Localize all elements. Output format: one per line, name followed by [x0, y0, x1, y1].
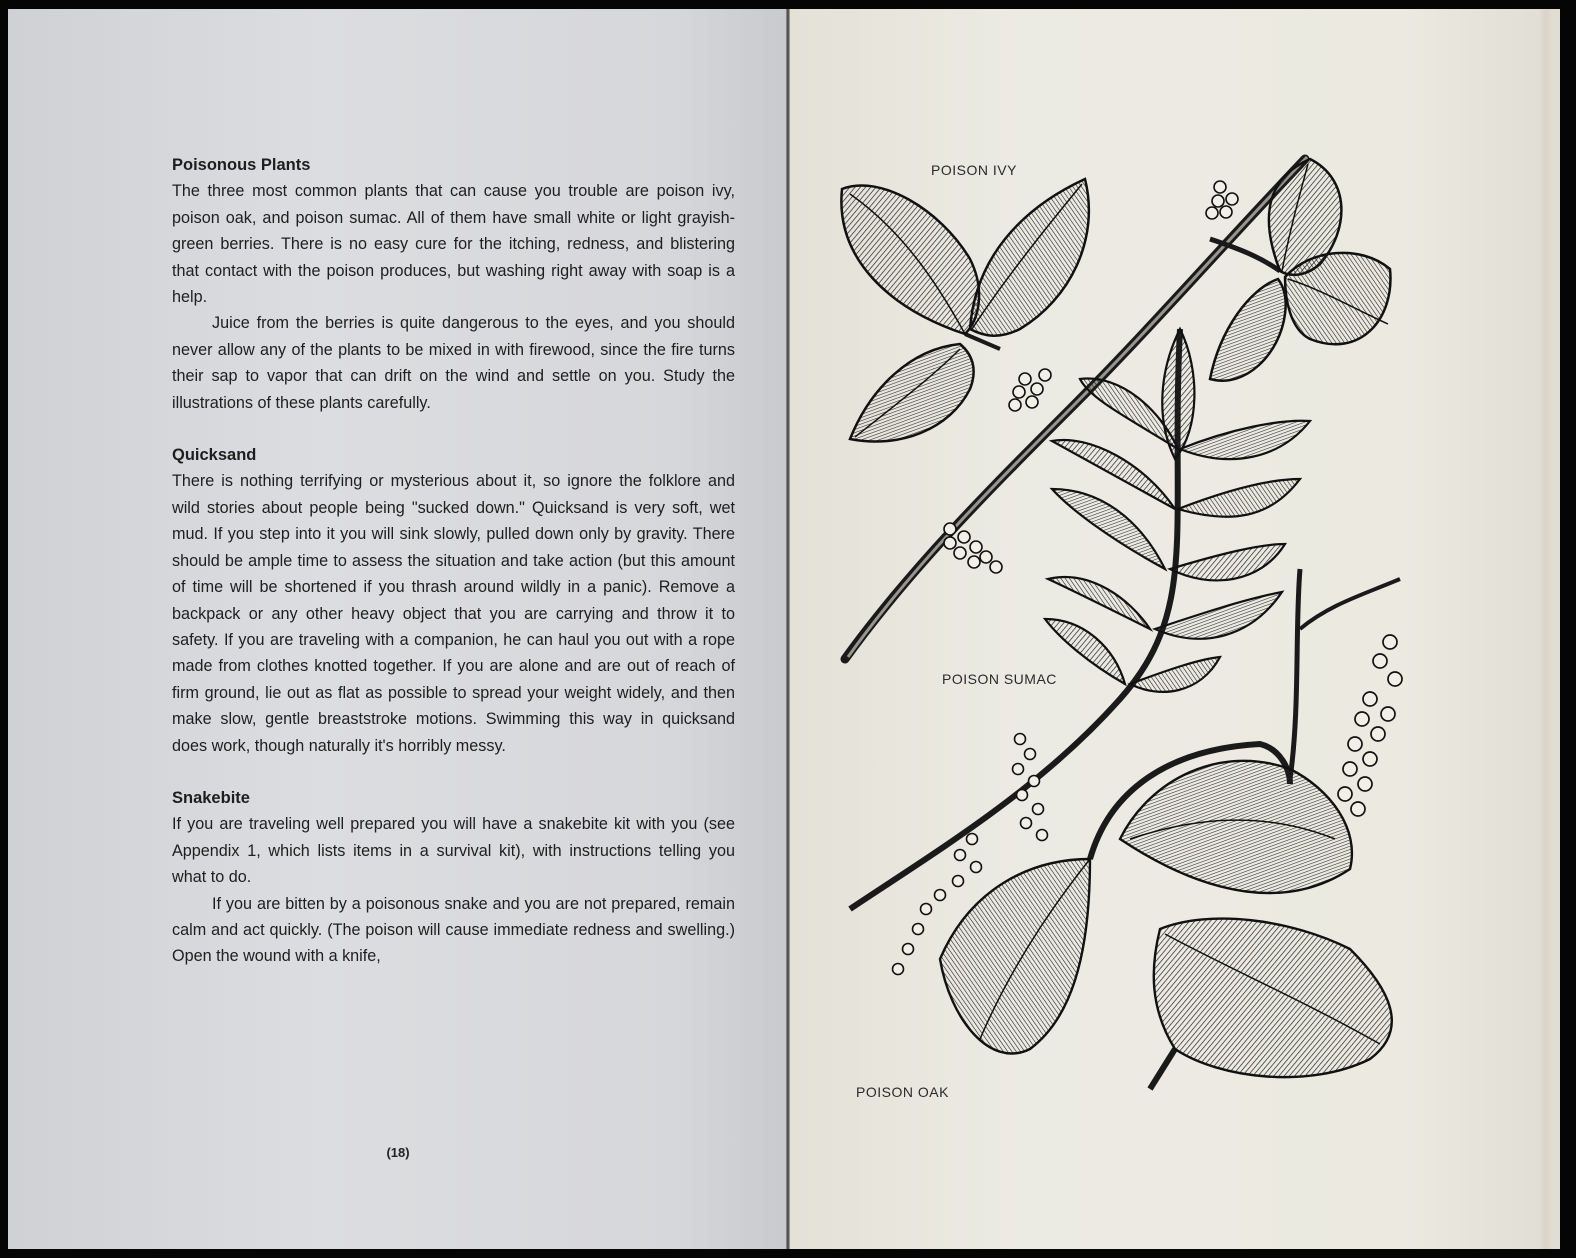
left-page-text — [172, 152, 735, 970]
left-page — [8, 9, 788, 1249]
paragraph: If you are traveling well prepared you will have a snakebite kit with you (see Appendix 1, which lists items in a survival kit), with instructions telling you what to do. — [172, 815, 735, 887]
heading-poisonous-plants: Poisonous Plants — [172, 156, 311, 174]
poison-oak-drawing — [940, 569, 1402, 1089]
heading-quicksand: Quicksand — [172, 446, 257, 465]
label-poison-sumac: POISON SUMAC — [942, 671, 1057, 687]
label-poison-ivy: POISON IVY — [931, 162, 1017, 178]
paragraph: The three most common plants that can cause you trouble are poison ivy, poison oak, and poison sumac. All of them have small white or light grayish-green berries. There is no easy cure for the itching, redness, and blistering that contact with the poison produces, but washing right away with soap is a help. — [172, 182, 735, 307]
paragraph: Juice from the berries is quite dangerous to the eyes, and you should never allow any of the plants to be mixed in with firewood, since the fire turns their sap to vapor that can drift on the wind and settle on you. Study the illustrations of these plants carefully. — [172, 314, 735, 412]
heading-snakebite: Snakebite — [172, 788, 250, 807]
poison-plants-illustration — [790, 9, 1560, 1249]
paragraph: If you are bitten by a poisonous snake and you are not prepared, remain calm and act quickly. (The poison will cause immediate redness and swelling.) Open the wound with a knife, — [172, 894, 735, 966]
page-number: (18) — [386, 1145, 410, 1160]
paragraph: There is nothing terrifying or mysterious about it, so ignore the folklore and wild stories about people being "sucked down." Quicksand is very soft, wet mud. If you step into it you will sink slowly, pulled down only by gravity. There should be ample time to assess the situation and take action (but this amount of time will be shortened if you thrash around wildly in a panic). Remove a backpack or any other heavy object that you are carrying and throw it to safety. If you are traveling with a companion, he can haul you out with a rope made from clothes knotted together. If you are alone and are out of reach of firm ground, lie out as flat as possible to spread your weight widely, and then make slow, gentle breaststroke motions. Swimming this way in quicksand does work, though naturally it's horribly messy. — [172, 472, 735, 755]
label-poison-oak: POISON OAK — [856, 1084, 949, 1100]
